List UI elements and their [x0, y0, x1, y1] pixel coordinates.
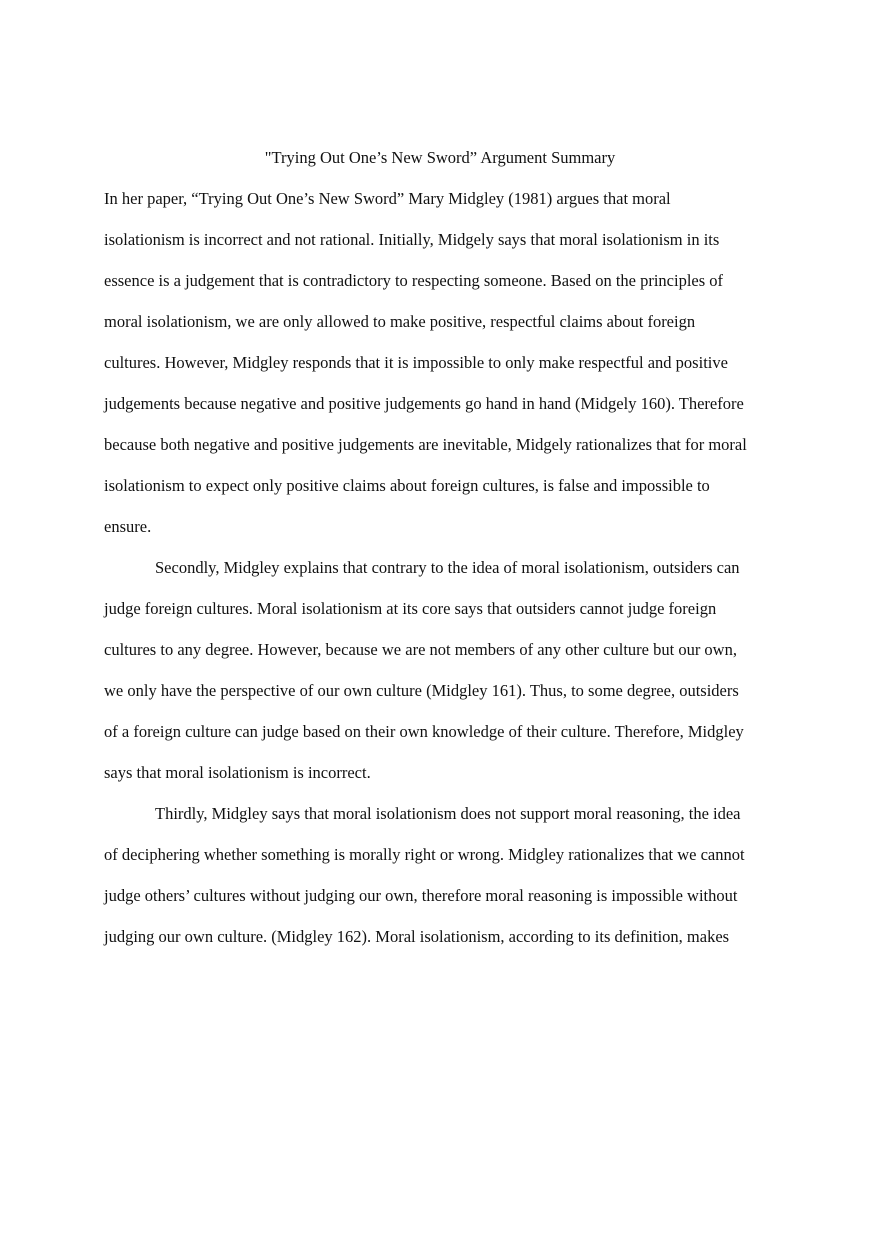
paragraph-3-line-4: judging our own culture. (Midgley 162). Moral isolationism, according to its definition, makes	[104, 927, 730, 946]
paragraph-1-line-2: isolationism is incorrect and not rational. Initially, Midgely says that moral isolationism in its	[104, 230, 720, 249]
paragraph-3-line-2: of deciphering whether something is morally right or wrong. Midgley rationalizes that we cannot	[104, 845, 745, 864]
paragraph-3-line-1: Thirdly, Midgley says that moral isolationism does not support moral reasoning, the idea	[155, 804, 741, 823]
paragraph-1-line-9: ensure.	[104, 517, 152, 536]
paragraph-2-line-2: judge foreign cultures. Moral isolationism at its core says that outsiders cannot judge foreign	[104, 599, 717, 618]
paragraph-2-line-1: Secondly, Midgley explains that contrary to the idea of moral isolationism, outsiders can	[155, 558, 740, 577]
document-title: "Trying Out One’s New Sword” Argument Summary	[264, 148, 616, 167]
paragraph-1-line-6: judgements because negative and positive judgements go hand in hand (Midgely 160). Therefore	[104, 394, 744, 413]
paragraph-3-line-3: judge others’ cultures without judging our own, therefore moral reasoning is impossible without	[104, 886, 738, 905]
paragraph-2-line-6: says that moral isolationism is incorrect.	[104, 763, 371, 782]
paragraph-1-line-3: essence is a judgement that is contradictory to respecting someone. Based on the principles of	[104, 271, 724, 290]
paragraph-1-line-8: isolationism to expect only positive claims about foreign cultures, is false and impossible to	[104, 476, 710, 495]
paragraph-2-line-5: of a foreign culture can judge based on their own knowledge of their culture. Therefore, Midgley	[104, 722, 744, 741]
paragraph-2-line-4: we only have the perspective of our own culture (Midgley 161). Thus, to some degree, outsiders	[104, 681, 739, 700]
paragraph-1-line-5: cultures. However, Midgley responds that it is impossible to only make respectful and positive	[104, 353, 728, 372]
paragraph-1-line-1: In her paper, “Trying Out One’s New Sword” Mary Midgley (1981) argues that moral	[104, 189, 671, 208]
paragraph-1-line-7: because both negative and positive judgements are inevitable, Midgely rationalizes that for moral	[104, 435, 747, 454]
paragraph-1-line-4: moral isolationism, we are only allowed to make positive, respectful claims about foreign	[104, 312, 696, 331]
paragraph-2-line-3: cultures to any degree. However, because we are not members of any other culture but our own,	[104, 640, 737, 659]
